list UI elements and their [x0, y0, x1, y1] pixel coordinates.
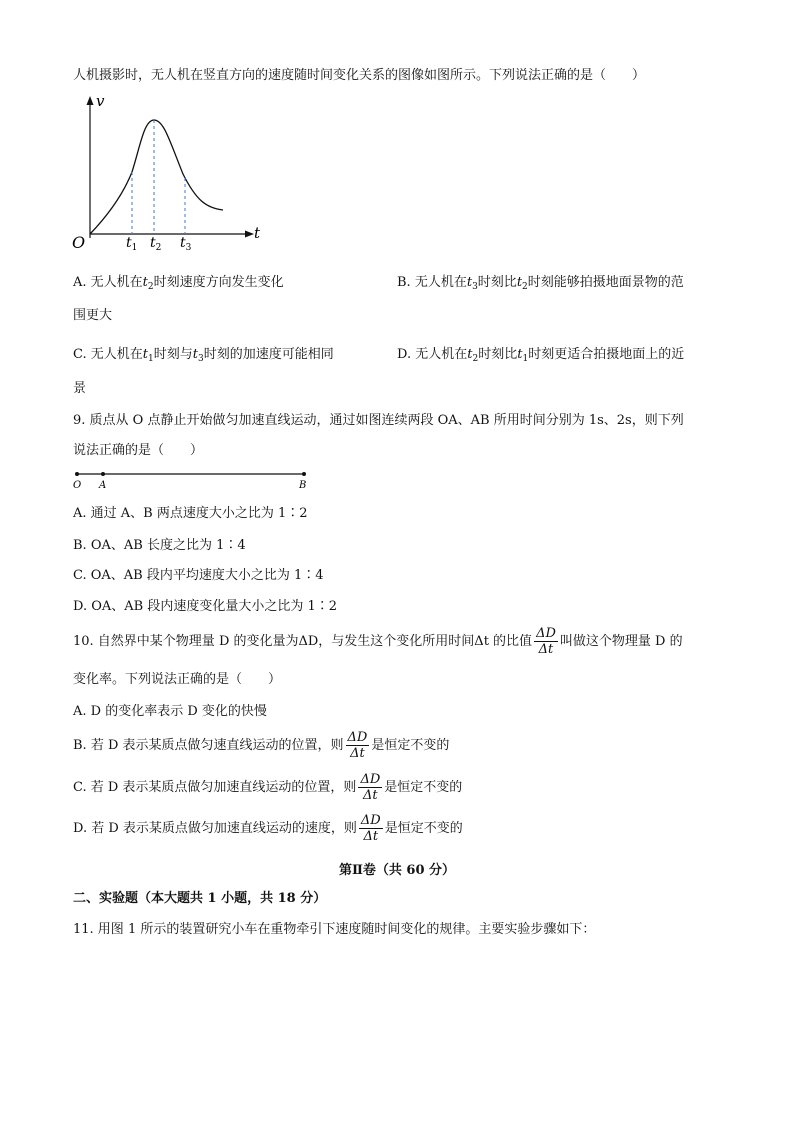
delta-ratio-fraction: $\frac{\Delta D}{\Delta t}$ — [536, 626, 556, 657]
q9-option-b: B. OA、AB 长度之比为 1∶4 — [73, 538, 246, 553]
q8-option-a: A. 无人机在$t_2$时刻速度方向发生变化 — [73, 275, 284, 292]
point-o-label: O — [73, 480, 82, 490]
q8-option-d: D. 无人机在$t_2$时刻比$t_1$时刻更适合拍摄地面上的近 — [397, 347, 685, 364]
v-axis-label: v — [96, 92, 105, 110]
part2-title: 第Ⅱ卷（共 60 分） — [338, 863, 456, 878]
point-a-label: A — [99, 480, 107, 490]
q9-segment-diagram — [68, 466, 318, 490]
v-axis-arrow — [87, 96, 94, 105]
q10-stem-line1: 10. 自然界中某个物理量 D 的变化量为ΔD，与发生这个变化所用时间Δt 的比值 $\frac{\Delta D}{\Delta t}$ 叫做这个物理量 D 的 — [73, 626, 683, 657]
q8-vt-graph — [66, 92, 276, 252]
q10-option-b: B. 若 D 表示某质点做匀速直线运动的位置，则 $\frac{\Delta D}{\Delta t}$ 是恒定不变的 — [73, 730, 450, 761]
q11-stem: 11. 用图 1 所示的装置研究小车在重物牵引下速度随时间变化的规律。主要实验步骤如下： — [73, 922, 596, 937]
q8-option-d-continued: 景 — [73, 381, 87, 396]
t-axis-label: t — [254, 224, 261, 242]
q8-stem: 人机摄影时，无人机在竖直方向的速度随时间变化关系的图像如图所示。下列说法正确的是（ ） — [73, 68, 646, 83]
point-b-label: B — [299, 480, 307, 490]
q10-option-d: D. 若 D 表示某质点做匀加速直线运动的速度，则 $\frac{\Delta D}{\Delta t}$ 是恒定不变的 — [73, 813, 463, 844]
q8-option-c: C. 无人机在$t_1$时刻与$t_3$时刻的加速度可能相同 — [73, 347, 334, 364]
t1-tick-label: $t_1$ — [126, 235, 138, 252]
velocity-curve — [90, 120, 223, 234]
t-axis-arrow — [245, 231, 254, 238]
q10-stem-line2: 变化率。下列说法正确的是（ ） — [73, 672, 282, 687]
t2-tick-label: $t_2$ — [150, 235, 162, 252]
q9-option-c: C. OA、AB 段内平均速度大小之比为 1∶4 — [73, 568, 324, 583]
q8-option-b-continued: 围更大 — [73, 308, 113, 323]
q9-stem-line2: 说法正确的是（ ） — [73, 443, 204, 458]
q9-option-a: A. 通过 A、B 两点速度大小之比为 1∶2 — [73, 506, 308, 521]
point-b — [302, 472, 306, 476]
point-o — [75, 472, 79, 476]
section-heading: 二、实验题（本大题共 1 小题，共 18 分） — [73, 891, 327, 906]
q10-option-c: C. 若 D 表示某质点做匀加速直线运动的位置，则 $\frac{\Delta D}{\Delta t}$ 是恒定不变的 — [73, 772, 463, 803]
q10-option-a: A. D 的变化率表示 D 变化的快慢 — [73, 704, 267, 719]
q8-option-b: B. 无人机在$t_3$时刻比$t_2$时刻能够拍摄地面景物的范 — [397, 275, 684, 292]
origin-label: O — [72, 233, 86, 252]
q9-stem-line1: 9. 质点从 O 点静止开始做匀加速直线运动，通过如图连续两段 OA、AB 所用时间分别为 1s、2s，则下列 — [73, 413, 684, 428]
t3-tick-label: $t_3$ — [180, 235, 192, 252]
point-a — [101, 472, 105, 476]
q9-option-d: D. OA、AB 段内速度变化量大小之比为 1∶2 — [73, 599, 338, 614]
